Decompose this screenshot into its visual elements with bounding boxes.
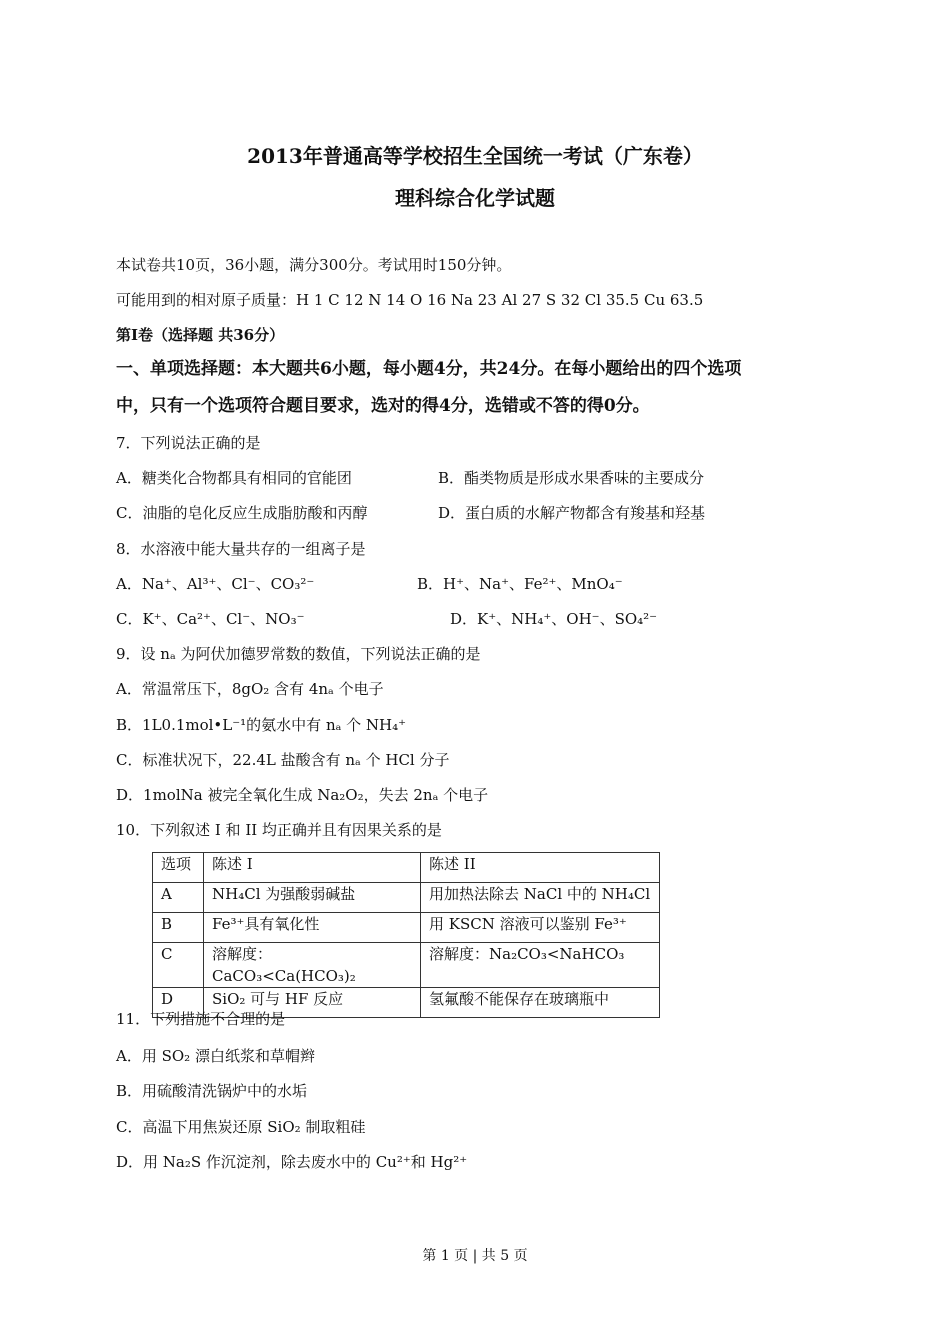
- q11-option-b: B．用硫酸清洗锅炉中的水垢: [116, 1082, 308, 1100]
- table-header-row: [153, 853, 660, 883]
- q11-option-d: D．用 Na₂S 作沉淀剂，除去废水中的 Cu²⁺和 Hg²⁺: [116, 1153, 468, 1171]
- header-cell: 陈述 I: [204, 853, 421, 883]
- q8-option-c: C．K⁺、Ca²⁺、Cl⁻、NO₃⁻: [116, 610, 305, 628]
- q7-option-d: D．蛋白质的水解产物都含有羧基和羟基: [438, 504, 706, 522]
- instruction-line-1: 一、单项选择题：本大题共6小题，每小题4分，共24分。在每小题给出的四个选项: [116, 359, 742, 379]
- header-cell: 陈述 II: [421, 853, 660, 883]
- table-cell: A: [153, 883, 204, 913]
- q7-option-b: B．酯类物质是形成水果香味的主要成分: [438, 469, 705, 487]
- table-cell: D: [153, 988, 204, 1018]
- q8-option-b: B．H⁺、Na⁺、Fe²⁺、MnO₄⁻: [417, 575, 623, 593]
- table-cell: 氢氟酸不能保存在玻璃瓶中: [421, 988, 660, 1018]
- q9-option-c: C．标准状况下，22.4L 盐酸含有 nₐ 个 HCl 分子: [116, 751, 450, 769]
- table-cell: 溶解度：CaCO₃<Ca(HCO₃)₂: [204, 943, 421, 988]
- section-heading: 第I卷（选择题 共36分）: [116, 326, 285, 344]
- q8-stem: 8．水溶液中能大量共存的一组离子是: [116, 540, 366, 558]
- q9-option-b: B．1L0.1mol•L⁻¹的氨水中有 nₐ 个 NH₄⁺: [116, 716, 407, 734]
- table-row: [153, 913, 660, 943]
- q11-option-a: A．用 SO₂ 漂白纸浆和草帽辫: [116, 1047, 315, 1065]
- q10-table: [152, 852, 660, 1018]
- q8-option-d: D．K⁺、NH₄⁺、OH⁻、SO₄²⁻: [450, 610, 658, 628]
- atomic-masses: 可能用到的相对原子质量：H 1 C 12 N 14 O 16 Na 23 Al 27 S 32 Cl 35.5 Cu 63.5: [116, 291, 704, 309]
- table-cell: C: [153, 943, 204, 988]
- table-cell: 溶解度：Na₂CO₃<NaHCO₃: [421, 943, 660, 988]
- q7-option-c: C．油脂的皂化反应生成脂肪酸和丙醇: [116, 504, 368, 522]
- q10-stem: 10．下列叙述 I 和 II 均正确并且有因果关系的是: [116, 821, 442, 839]
- table-row: [153, 883, 660, 913]
- exam-subtitle: 理科综合化学试题: [395, 186, 555, 210]
- table-cell: 用加热法除去 NaCl 中的 NH₄Cl: [421, 883, 660, 913]
- table-cell: B: [153, 913, 204, 943]
- q9-option-d: D．1molNa 被完全氧化生成 Na₂O₂，失去 2nₐ 个电子: [116, 786, 489, 804]
- table-cell: NH₄Cl 为强酸弱碱盐: [204, 883, 421, 913]
- table-cell: SiO₂ 可与 HF 反应: [204, 988, 421, 1018]
- page-footer: 第 1 页 | 共 5 页: [422, 1248, 528, 1264]
- table-row: [153, 943, 660, 988]
- q7-option-a: A．糖类化合物都具有相同的官能团: [116, 469, 352, 487]
- table-cell: 用 KSCN 溶液可以鉴别 Fe³⁺: [421, 913, 660, 943]
- q8-option-a: A．Na⁺、Al³⁺、Cl⁻、CO₃²⁻: [116, 575, 315, 593]
- q9-option-a: A．常温常压下，8gO₂ 含有 4nₐ 个电子: [116, 680, 384, 698]
- instruction-line-2: 中，只有一个选项符合题目要求，选对的得4分，选错或不答的得0分。: [116, 396, 650, 416]
- header-cell: 选项: [153, 853, 204, 883]
- q11-stem: 11．下列措施不合理的是: [116, 1010, 286, 1028]
- intro-text: 本试卷共10页，36小题，满分300分。考试用时150分钟。: [116, 256, 512, 274]
- table-cell: Fe³⁺具有氧化性: [204, 913, 421, 943]
- q9-stem: 9．设 nₐ 为阿伏加德罗常数的数值，下列说法正确的是: [116, 645, 481, 663]
- exam-title: 2013年普通高等学校招生全国统一考试（广东卷）: [247, 144, 703, 168]
- q7-stem: 7．下列说法正确的是: [116, 434, 261, 452]
- q11-option-c: C．高温下用焦炭还原 SiO₂ 制取粗硅: [116, 1118, 366, 1136]
